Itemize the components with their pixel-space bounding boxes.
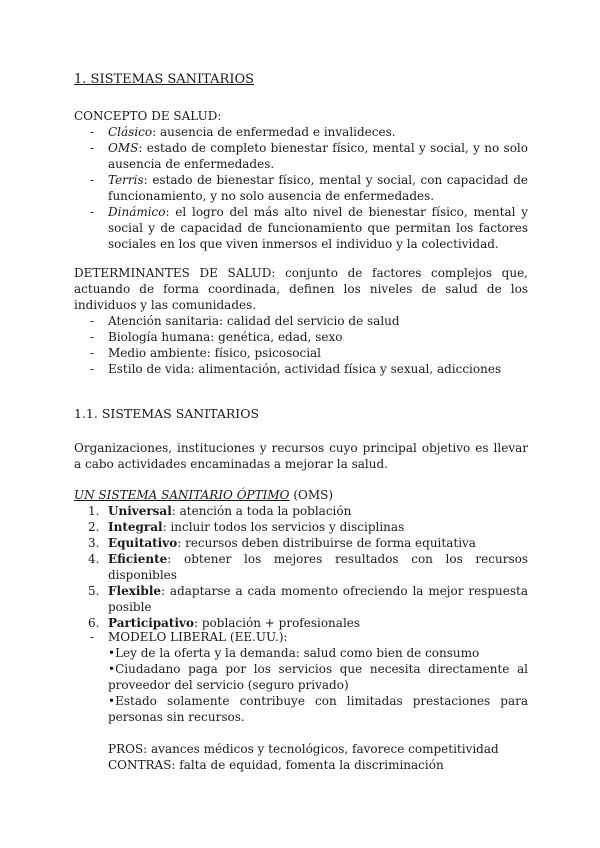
list-item bbox=[74, 204, 528, 252]
item-text: : incluir todos los servicios y disciplinas bbox=[162, 520, 405, 534]
concepto-term: Terris bbox=[108, 173, 144, 187]
list-item: - Medio ambiente: físico, psicosocial bbox=[74, 345, 528, 361]
determinantes-intro: DETERMINANTES DE SALUD: conjunto de factores complejos que, actuando de forma coordinada, definen los niveles de salud de los individuos y las comunidades. bbox=[74, 266, 528, 312]
item-text: : adaptarse a cada momento ofreciendo la mejor respuesta posible bbox=[108, 584, 528, 614]
liberal-pros: PROS: avances médicos y tecnológicos, favorece competitividad bbox=[108, 742, 499, 756]
optimo-heading bbox=[74, 487, 528, 503]
liberal-bullet: •Ley de la oferta y la demanda: salud como bien de consumo bbox=[108, 646, 480, 660]
liberal-heading: - MODELO LIBERAL (EE.UU.): bbox=[108, 630, 288, 644]
concepto-term: Clásico bbox=[108, 125, 153, 139]
item-number: 4. bbox=[88, 552, 100, 566]
optimo-heading-text: UN SISTEMA SANITARIO ÓPTIMO bbox=[74, 488, 290, 502]
item-number: 3. bbox=[88, 536, 100, 550]
optimo-list bbox=[74, 503, 528, 631]
list-item: - Atención sanitaria: calidad del servicio de salud bbox=[74, 313, 528, 329]
item-text: : obtener los mejores resultados con los recursos disponibles bbox=[108, 552, 528, 582]
concepto-text: : estado de bienestar físico, mental y social, con capacidad de funcionamiento, y no solo ausencia de enfermedades. bbox=[108, 173, 528, 203]
list-item bbox=[74, 629, 528, 773]
determinantes-list bbox=[74, 313, 528, 377]
liberal-bullet: •Ciudadano paga por los servicios que necesita directamente al proveedor del servicio (seguro privado) bbox=[108, 662, 528, 692]
item-term: Universal bbox=[108, 504, 172, 518]
section-paragraph: Organizaciones, instituciones y recursos cuyo principal objetivo es llevar a cabo actividades encaminadas a mejorar la salud. bbox=[74, 441, 528, 471]
list-item: - Estilo de vida: alimentación, actividad física y sexual, adicciones bbox=[74, 361, 528, 377]
concepto-text: : ausencia de enfermedad e invalideces. bbox=[152, 125, 396, 139]
item-text: : población + profesionales bbox=[194, 616, 361, 630]
concepto-text: : el logro del más alto nivel de bienestar físico, mental y social y de capacidad de funcionamiento que permitan los factores sociales en los que viven inmersos el individuo y la colectividad. bbox=[108, 205, 528, 251]
liberal-list bbox=[74, 629, 528, 773]
concepto-list bbox=[74, 124, 528, 252]
concepto-term: Dinámico bbox=[108, 205, 166, 219]
item-number: 5. bbox=[88, 584, 100, 598]
item-number: 1. bbox=[88, 504, 100, 518]
list-item bbox=[74, 519, 528, 535]
item-number: 2. bbox=[88, 520, 100, 534]
item-term: Integral bbox=[108, 520, 163, 534]
list-item bbox=[74, 583, 528, 615]
item-term: Eficiente bbox=[108, 552, 168, 566]
list-item bbox=[74, 551, 528, 583]
concepto-text: : estado de completo bienestar físico, mental y social, y no solo ausencia de enfermedades. bbox=[108, 141, 528, 171]
list-item bbox=[74, 124, 528, 140]
item-text: : atención a toda la población bbox=[171, 504, 352, 518]
list-item bbox=[74, 503, 528, 519]
item-term: Participativo bbox=[108, 616, 195, 630]
item-term: Equitativo bbox=[108, 536, 178, 550]
item-text: : recursos deben distribuirse de forma equitativa bbox=[177, 536, 476, 550]
list-item bbox=[74, 140, 528, 172]
liberal-contras: CONTRAS: falta de equidad, fomenta la discriminación bbox=[108, 758, 444, 772]
concepto-heading: CONCEPTO DE SALUD: bbox=[74, 109, 222, 123]
liberal-bullet: •Estado solamente contribuye con limitadas prestaciones para personas sin recursos. bbox=[108, 694, 528, 724]
section-heading: 1.1. SISTEMAS SANITARIOS bbox=[74, 406, 260, 421]
item-term: Flexible bbox=[108, 584, 162, 598]
item-number: 6. bbox=[88, 616, 100, 630]
concepto-term: OMS bbox=[108, 141, 139, 155]
list-item: - Biología humana: genética, edad, sexo bbox=[74, 329, 528, 345]
list-item bbox=[74, 172, 528, 204]
page-title: 1. SISTEMAS SANITARIOS bbox=[74, 72, 255, 87]
list-item bbox=[74, 535, 528, 551]
optimo-heading-suffix: (OMS) bbox=[289, 488, 334, 502]
